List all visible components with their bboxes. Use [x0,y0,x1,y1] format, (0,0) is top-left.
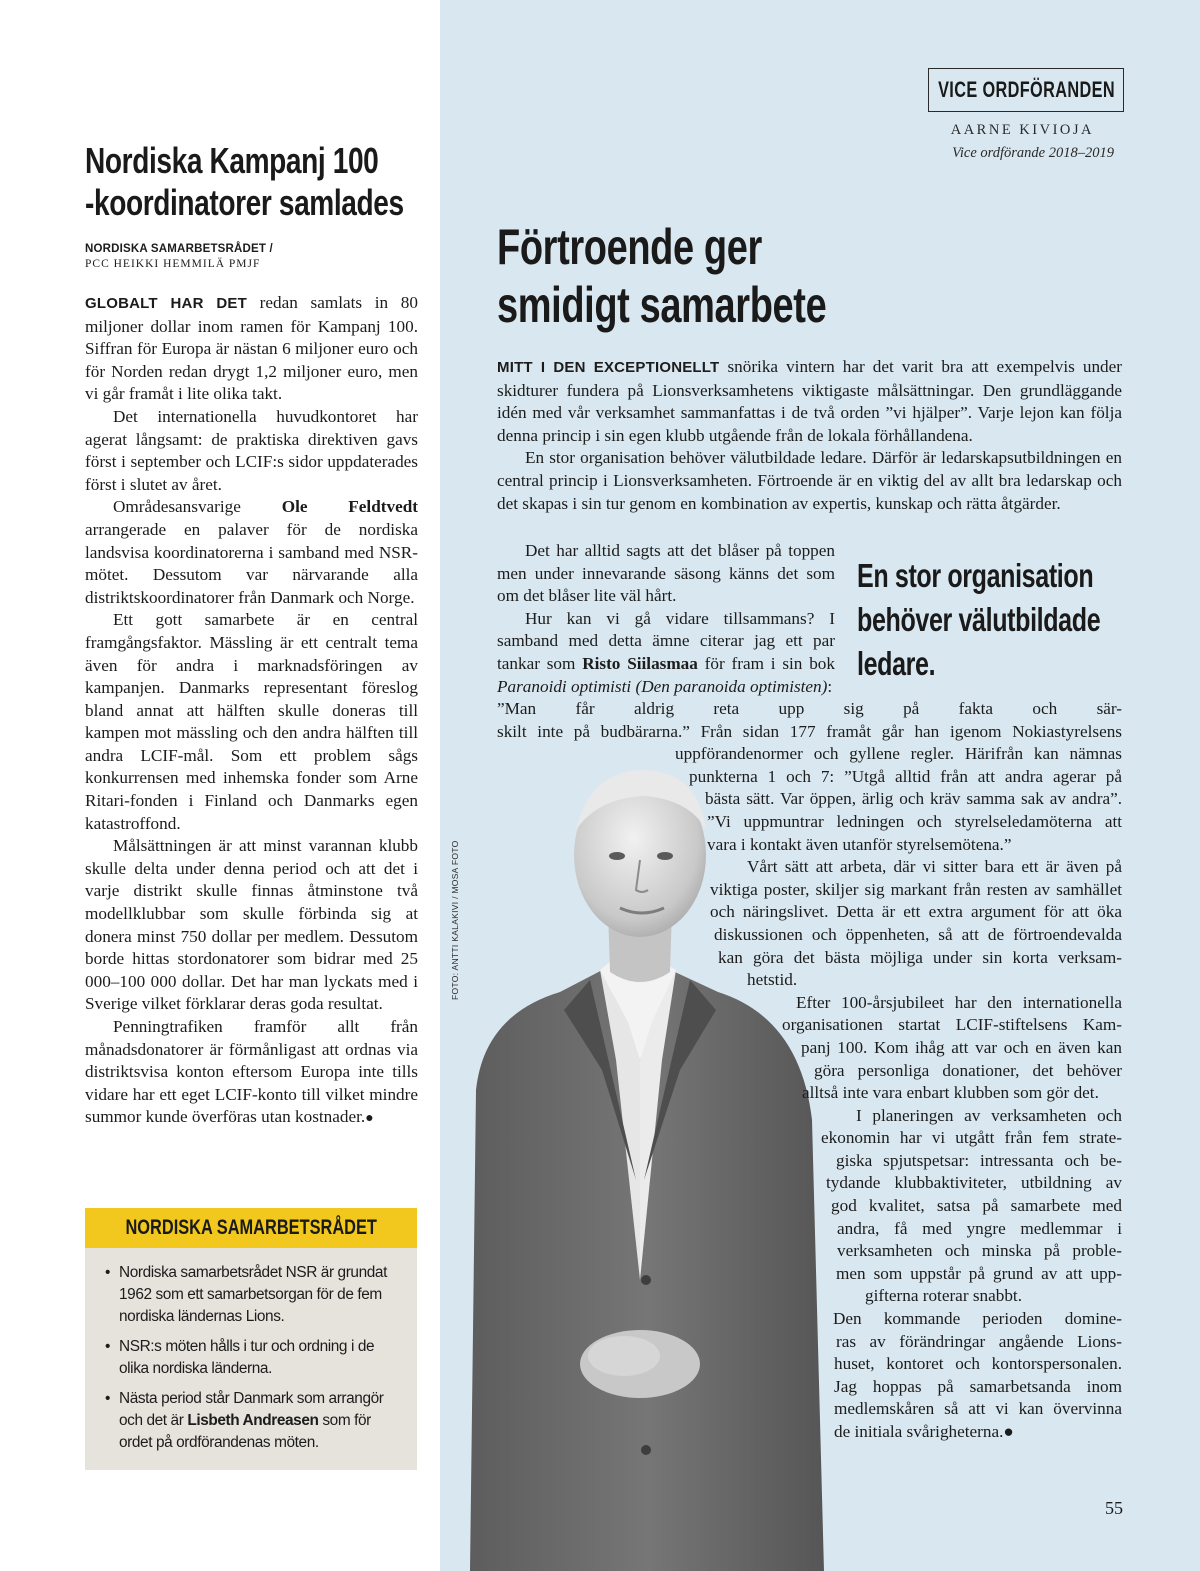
wrap-text-line: Vårt sätt att arbeta, där vi sitter bara ett är även på [747,857,1122,877]
right-p4-before: Hur kan vi gå vidare tillsammans? I samband med detta ämne citerar jag ett par tankar som [497,608,835,673]
wrap-text-line: göra personliga donationer, det behöver [814,1060,1122,1080]
wrap-text-line: Den kommande perioden domine- [833,1309,1122,1329]
right-article-lead [497,356,1122,515]
wrap-text-line: I planeringen av verksamheten och [856,1105,1122,1125]
factbox-list [85,1248,417,1454]
right-lead-in: MITT I DEN EXCEPTIONELLT [497,359,720,376]
wrap-text-line: hetstid. [747,970,798,990]
left-paragraph-2: Det internationella huvudkontoret har agerat långsamt: de praktiska direktiven gavs först i september och LCIF:s sidor uppdaterades först i slutet av året. [85,406,418,494]
right-title-line2: smidigt samarbete [497,277,827,333]
factbox-title: NORDISKA SAMARBETSRÅDET [125,1216,377,1239]
wrap-text-line: medlemskåren så att vi kan övervinna [834,1399,1122,1419]
left-paragraph-4: Ett gott samarbete är en central framgångsfaktor. Mässling är ett centralt tema även för andra i marknadsföringen av kampanjen. Danmarks representant föreslog bland annat att hälften skulle doneras till kampen mot mässling och den andra hälften till andra LCIF-mål. Som ett problem sågs konkurrensen med inhemska fonder som Arne Ritari-fonden i Finland och Danmarks egen katastroffond. [85,610,418,833]
factbox [85,1208,417,1470]
left-lead-in: GLOBALT HAR DET [85,295,247,312]
wrap-text-line: kan göra det bästa möjliga under sin korta verksam- [718,947,1122,967]
factbox-item-1 [105,1262,405,1328]
wrap-text-line: ekonomin har vi utgått från fem strate- [821,1128,1122,1148]
photo-credit: FOTO: ANTTI KALAKIVI / MOSA FOTO [450,840,460,1000]
left-paragraph-5: Målsättningen är att minst varannan klubb skulle delta under denna period och att det i varje distrikt skulle finnas åtminstone två modellklubbar som skulle förbinda sig at donera minst 750 dollar per medlem. Dessutom borde hittas stordonatorer som bidrar med 25 000–100 000 dollar. Det har man lyckats med i Sverige vilket förklarar deras goda resultat. [85,836,418,1014]
end-mark-icon: ● [365,1111,374,1127]
factbox-item-2 [105,1336,405,1380]
wrap-text-line: tydande klubbaktiviteter, utbildning av [826,1173,1122,1193]
right-paragraph-3: Det har alltid sagts att det blåser på toppen men under innevarande säsong känns det som om det blåser lite väl hårt. [497,541,835,606]
wrap-text-line: och näringslivet. Detta är ett extra argument för att öka [710,902,1122,922]
factbox-header [85,1208,417,1248]
left-p3-after: arrangerade en palaver för de nordiska landsvisa koordinatorerna i samband med NSR-mötet. Dessutom var närvarande alla distriktskoordinatorer från Danmark och Norge. [85,519,418,607]
right-paragraph-2: En stor organisation behöver välutbildade ledare. Därför är ledarskapsutbildningen en central princip i Lionsverksamheten. Förtroende är en viktig del av allt bra ledarskap och det skapas i sin tur genom en kombination av expertis, kunskap och rätta åtgärder. [497,448,1122,513]
wrap-text-line: bästa sätt. Var öppen, ärlig och kräv samma sak av andra”. [705,789,1122,809]
wrap-text-line: skilt inte på budbärarna.” Från sidan 177 framåt går han igenom Nokiastyrelsens [497,721,1122,741]
wrap-text-line: andra, få med yngre medlemmar i [837,1218,1122,1238]
wrap-text-line: Efter 100-årsjubileet har den internationella [796,992,1122,1012]
section-tag [928,68,1124,112]
wrap-text-line: giska spjutspetsar: intressanta och be- [836,1150,1122,1170]
left-article [85,140,418,1131]
wrap-text-line: viktiga poster, skiljer sig markant från resten av samhället [710,879,1122,899]
wrap-text-line: ”Vi uppmuntrar ledningen och styrelseledamöterna att [707,811,1122,831]
right-p4-name: Risto Siilasmaa [582,653,698,673]
pull-quote [857,554,1100,686]
factbox-item-1-text: Nordiska samarbetsrådet NSR är grundat 1962 som ett samarbetsorgan för de fem nordiska ländernas Lions. [119,1264,387,1325]
section-tag-label: VICE ORDFÖRANDEN [937,77,1115,102]
left-title-line1: Nordiska Kampanj 100 [85,140,379,181]
author-role: Vice ordförande 2018–2019 [952,145,1114,161]
wrap-text-line: vara i kontakt även utanför styrelsemötena.” [707,834,1012,854]
wrap-text-line: god kvalitet, satsa på samarbete med [831,1196,1122,1216]
factbox-item-3-after: som för ordet på ordförandenas möten. [119,1412,371,1451]
right-paragraph-1 [497,356,1122,447]
right-p4-mid: för fram i sin bok [697,653,835,673]
left-p3-before: Områdesansvarige [113,497,282,517]
right-article-panel [440,0,1200,1571]
wrap-text-line: uppförandenormer och gyllene regler. Härifrån kan nämnas [675,744,1122,764]
wrap-text-line: ”Man får aldrig reta upp sig på fakta och sär- [497,699,1122,718]
wrap-text-line: verksamheten och minska på proble- [837,1241,1122,1261]
left-byline-org: NORDISKA SAMARBETSRÅDET / [85,243,273,255]
left-paragraph-3 [85,496,418,609]
right-article-mid [497,540,835,698]
factbox-item-2-text: NSR:s möten hålls i tur och ordning i de olika nordiska länderna. [119,1338,375,1377]
left-article-title [85,140,420,224]
pull-quote-line: En stor organisation [857,557,1094,594]
factbox-item-3-name: Lisbeth Andreasen [187,1412,319,1429]
left-byline-author: PCC HEIKKI HEMMILÄ PMJF [85,258,261,270]
wrap-text-line: de initiala svårigheterna.● [834,1422,1014,1441]
right-article-wrap-text [497,698,1122,1444]
wrap-text-line: Jag hoppas på samarbetsanda inom [834,1376,1122,1396]
right-article-title [497,218,953,334]
left-p3-name: Ole Feldtvedt [281,497,418,517]
wrap-text-line: diskussionen och öppenheten, så att de förtroendevalda [714,924,1122,944]
left-paragraph-1 [85,292,418,406]
factbox-item-3 [105,1388,405,1454]
right-p4-after: : [827,676,833,696]
page-number: 55 [1105,1498,1123,1518]
right-p4-book: Paranoidi optimisti (Den paranoida optimisten) [497,676,828,696]
right-title-line1: Förtroende ger [497,219,762,275]
bullet-icon: • [105,1264,110,1281]
author-name: AARNE KIVIOJA [950,122,1094,138]
factbox-item-3-before: Nästa period står Danmark som arrangör och det är [119,1390,384,1429]
pull-quote-line: behöver välutbildade [857,601,1101,638]
pull-quote-line: ledare. [857,645,936,682]
wrap-text-line: alltså inte vara enbart klubben som gör det. [802,1083,1099,1103]
left-p6-text: Penningtrafiken framför allt från månadsdonatorer är förmånligast att ordnas via distriktsvisa konton eftersom Europa inte tills vidare har ett eget LCIF-konto till vilket mindre summor kunde överföras utan kostnader. [85,1017,418,1127]
bullet-icon: • [105,1338,110,1355]
right-paragraph-4 [497,608,835,698]
wrap-text-line: gifterna roterar snabbt. [865,1286,1023,1306]
wrap-text-line: huset, kontoret och kontorspersonalen. [834,1354,1122,1374]
wrap-text-line: men som uppstår på grund av att upp- [836,1263,1122,1283]
wrap-text-line: punkterna 1 och 7: ”Utgå alltid från att andra agerar på [689,766,1122,786]
wrap-text-line: organisationen startat LCIF-stiftelsens Kam- [782,1015,1122,1035]
wrap-text-line: panj 100. Kom ihåg att var och en även kan [801,1037,1122,1057]
left-p1-text: redan samlats in 80 miljoner dollar inom ramen för Kampanj 100. Siffran för Europa är nästan 6 miljoner euro och för Norden redan drygt 1,2 miljoner euro, men vi går framåt i lite olika takt. [85,293,418,404]
bullet-icon: • [105,1390,110,1407]
right-p1-text: snörika vintern har det varit bra att exempelvis under skidturer fundera på Lionsverksamhetens viktigaste målsättningar. Den grundläggande idén med vår verksamhet sammanfattas i de två orden ”vi hjälper”. Varje lejon kan följa denna princip i sin egen klubb utgående från de lokala förhållandena. [497,357,1122,445]
left-article-body [85,292,418,1131]
wrap-text-line: ras av förändringar angående Lions- [836,1331,1122,1351]
left-paragraph-6 [85,1016,418,1131]
left-title-line2: -koordinatorer samlades [85,182,404,223]
